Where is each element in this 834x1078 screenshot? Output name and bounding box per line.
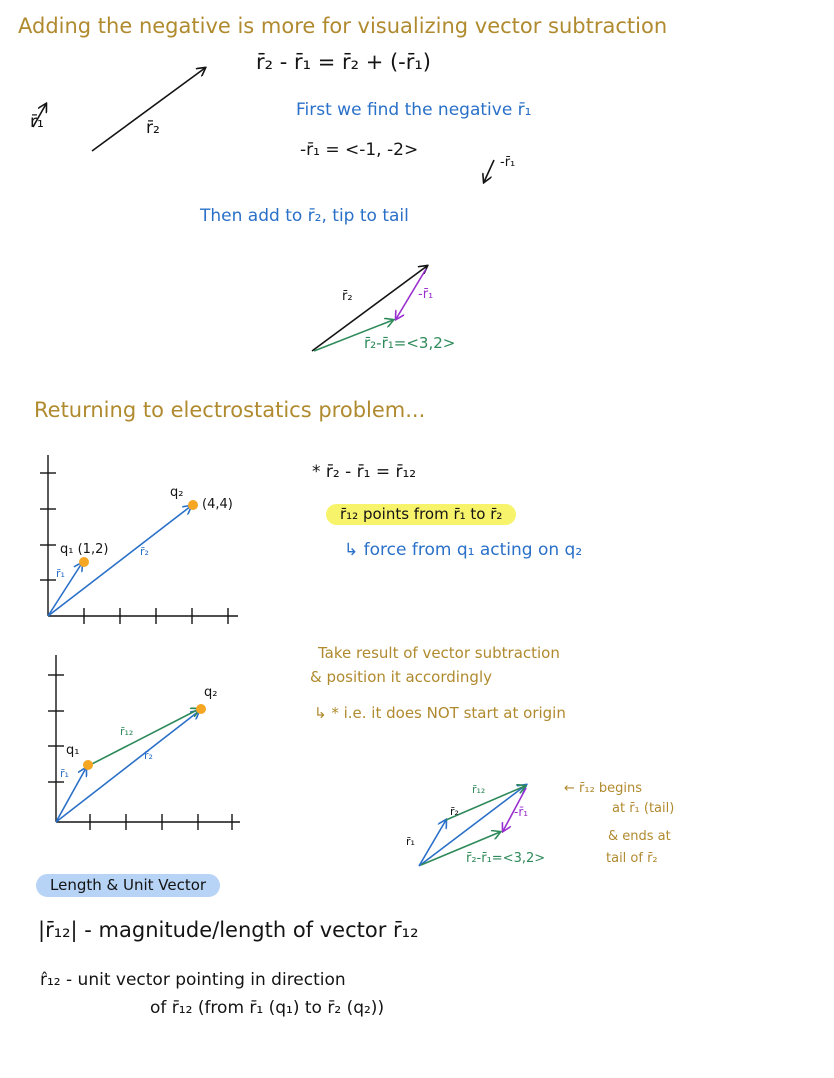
points-from-highlight: r̄₁₂ points from r̄₁ to r̄₂ [326, 504, 516, 525]
tri1-neg-r1-label: -r̄₁ [418, 287, 434, 302]
star-equation: * r̄₂ - r̄₁ = r̄₁₂ [312, 462, 417, 482]
neg-r1-equation: -r̄₁ = <-1, -2> [300, 140, 419, 160]
graph1-r1-label: r̄₁ [56, 567, 65, 580]
take-result-line: Take result of vector subtraction [318, 644, 560, 662]
graph1-r2-arrow [48, 506, 191, 616]
graph2-q1-charge [83, 760, 93, 770]
r2-arrow [92, 68, 205, 151]
magnitude-line: |r̄₁₂| - magnitude/length of vector r̄₁₂ [38, 918, 419, 942]
graph2-q2-charge [196, 704, 206, 714]
graph1-q1-label: q₁ (1,2) [60, 542, 109, 557]
tri1-r2-label: r̄₂ [342, 289, 353, 304]
graph1-q2-label: q₂ [170, 485, 184, 500]
graph2-q1-label: q₁ [66, 743, 80, 758]
note-tail: tail of r̄₂ [606, 851, 658, 866]
unit-vector-line-2: of r̄₁₂ (from r̄₁ (q₁) to r̄₂ (q₂)) [150, 998, 385, 1018]
graph2-r2-label: r̄₂ [144, 749, 153, 762]
page-heading: Adding the negative is more for visualizing vector subtraction [18, 14, 668, 38]
graph1-q2-charge [188, 500, 198, 510]
note-ends: & ends at [608, 829, 671, 844]
ie-line: ↳ * i.e. it does NOT start at origin [314, 704, 566, 722]
tri2-r1-label: r̄₁ [406, 835, 415, 848]
tri2-result-label: r̄₂-r̄₁=<3,2> [466, 851, 546, 866]
first-find-line: First we find the negative r̄₁ [296, 100, 532, 120]
graph2-r1-label: r̄₁ [60, 767, 69, 780]
returning-heading: Returning to electrostatics problem... [34, 398, 426, 422]
r1-label: r̄₁ [30, 112, 44, 132]
graph1-r1-arrow [48, 563, 82, 616]
graph1-r2-label: r̄₂ [140, 545, 149, 558]
graph1-q1-charge [79, 557, 89, 567]
length-unit-heading: Length & Unit Vector [36, 874, 220, 897]
then-add-line: Then add to r̄₂, tip to tail [200, 206, 409, 226]
tri2-r2-label: r̄₂ [450, 805, 459, 818]
tri2-r12-label: r̄₁₂ [472, 783, 486, 796]
neg-r1-label: -r̄₁ [500, 155, 516, 170]
force-line: ↳ force from q₁ acting on q₂ [344, 540, 583, 560]
tri2-r1-arrow [419, 820, 446, 866]
graph1-q2-coord: (4,4) [202, 497, 233, 512]
unit-vector-line-1: r̂₁₂ - unit vector pointing in direction [40, 970, 346, 990]
tri2-neg-r1-label: -r̄₁ [514, 805, 529, 819]
position-line: & position it accordingly [310, 668, 492, 686]
graph2-r12-label: r̄₁₂ [120, 725, 134, 738]
subtraction-equation: r̄₂ - r̄₁ = r̄₂ + (-r̄₁) [256, 50, 431, 74]
graph2-q2-label: q₂ [204, 685, 218, 700]
note-at: at r̄₁ (tail) [612, 801, 675, 816]
neg-r1-arrow [484, 160, 494, 182]
r2-label: r̄₂ [146, 118, 160, 138]
note-begins: ← r̄₁₂ begins [564, 781, 643, 796]
tri1-result-label: r̄₂-r̄₁=<3,2> [364, 334, 456, 352]
